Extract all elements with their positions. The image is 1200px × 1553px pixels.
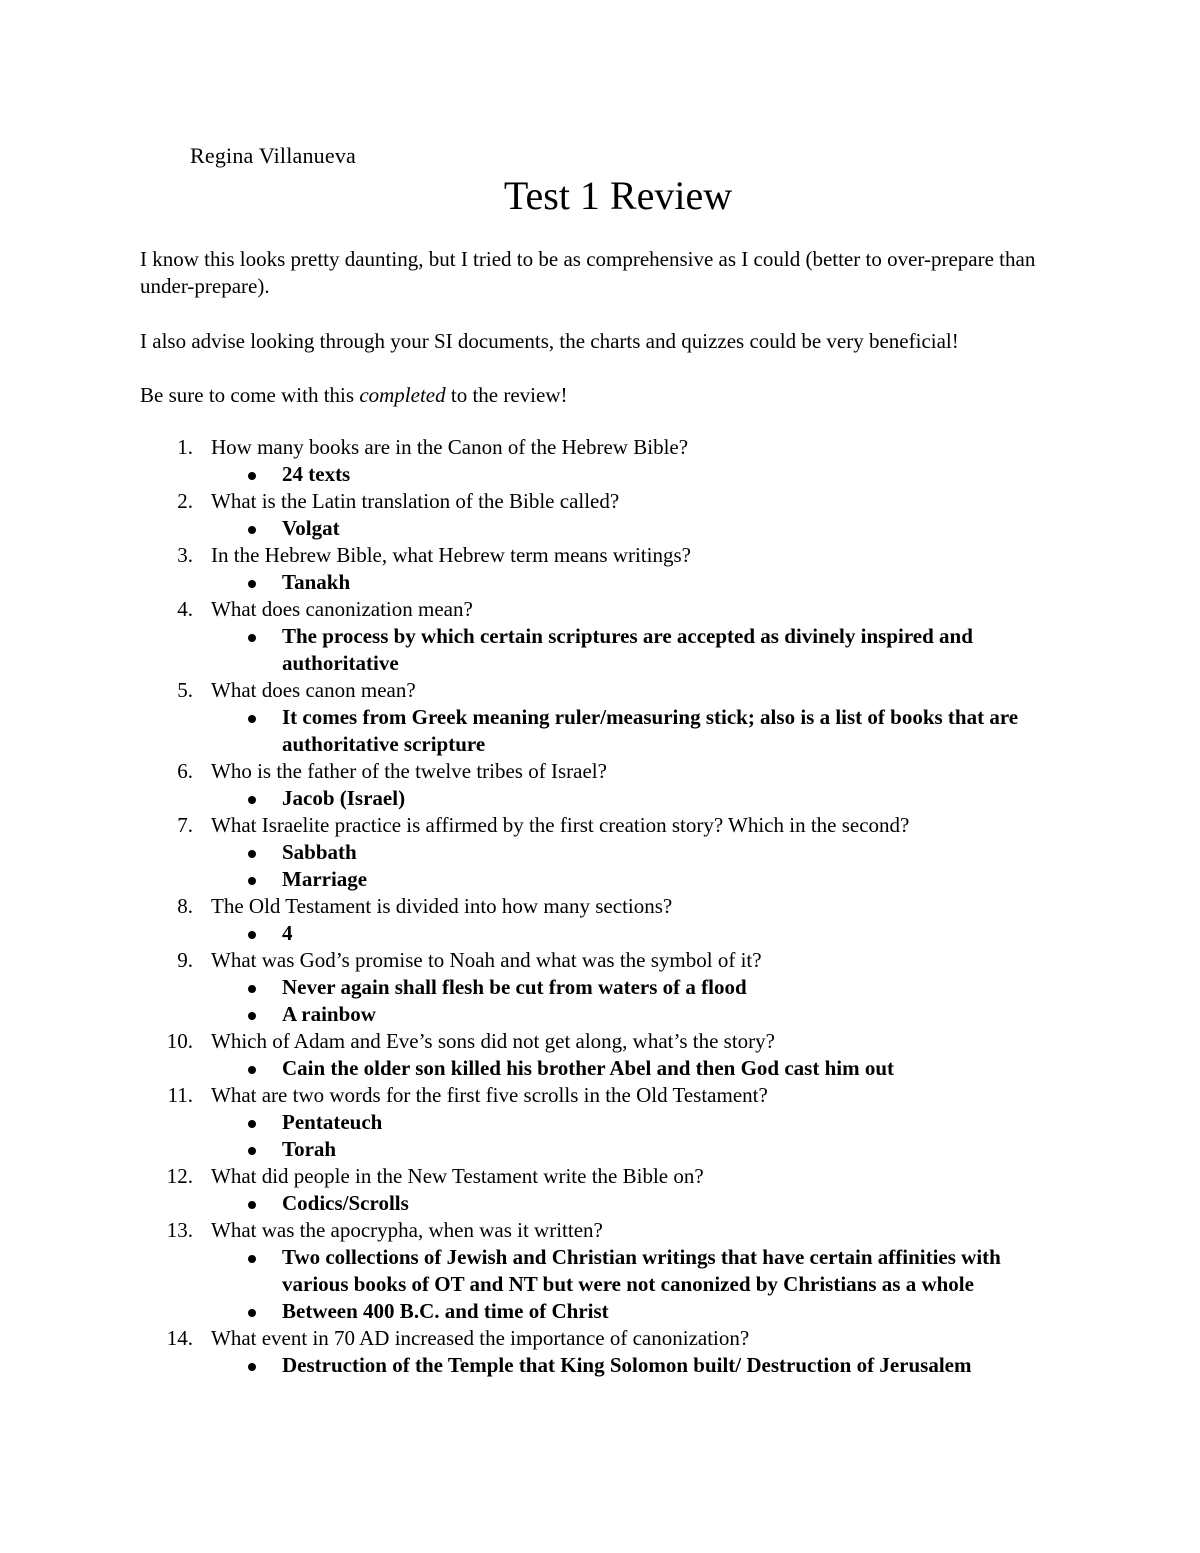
- bullet-icon: [248, 472, 256, 480]
- question-text: What does canon mean?: [211, 678, 416, 702]
- bullet-icon: [248, 1066, 256, 1074]
- question-item: [140, 488, 1070, 542]
- answer-text: Codics/Scrolls: [282, 1191, 409, 1215]
- question-row: [140, 434, 1070, 461]
- bullet-icon: [248, 1201, 256, 1209]
- question-text: What are two words for the first five scrolls in the Old Testament?: [211, 1083, 768, 1107]
- question-number: 7.: [177, 813, 193, 837]
- bullet-icon: [248, 1255, 256, 1263]
- question-list: [140, 434, 1070, 1379]
- intro-text: Be sure to come with this: [140, 383, 360, 407]
- question-row: [140, 758, 1070, 785]
- question-item: [140, 812, 1070, 893]
- question-text: What event in 70 AD increased the importance of canonization?: [211, 1326, 750, 1350]
- bullet-icon: [248, 526, 256, 534]
- bullet-icon: [248, 877, 256, 885]
- question-row: [140, 947, 1070, 974]
- answer-item: [140, 1001, 1070, 1028]
- answer-item: [140, 1298, 1070, 1325]
- bullet-icon: [248, 715, 256, 723]
- page-title: Test 1 Review: [503, 173, 733, 218]
- answer-text: 24 texts: [282, 462, 351, 486]
- answer-item: [140, 461, 1070, 488]
- intro-paragraph-2: I also advise looking through your SI documents, the charts and quizzes could be very beneficial!: [140, 329, 959, 353]
- answer-text: Marriage: [282, 867, 368, 891]
- answer-item: [140, 1055, 1070, 1082]
- answer-text: The process by which certain scriptures are accepted as divinely inspired and authoritative: [282, 624, 973, 675]
- question-row: [140, 812, 1070, 839]
- bullet-icon: [248, 850, 256, 858]
- answer-item: [140, 569, 1070, 596]
- answer-text: Never again shall flesh be cut from waters of a flood: [282, 975, 747, 999]
- question-text: What Israelite practice is affirmed by the first creation story? Which in the second?: [211, 813, 910, 837]
- answer-text: Pentateuch: [282, 1110, 383, 1134]
- bullet-icon: [248, 985, 256, 993]
- intro-emphasis: completed: [359, 383, 446, 407]
- question-text: What did people in the New Testament write the Bible on?: [211, 1164, 704, 1188]
- question-item: [140, 893, 1070, 947]
- question-item: [140, 1217, 1070, 1325]
- answer-text: 4: [282, 921, 293, 945]
- question-item: [140, 758, 1070, 812]
- question-item: [140, 596, 1070, 677]
- answer-item: [140, 623, 1070, 677]
- bullet-icon: [248, 580, 256, 588]
- question-item: [140, 434, 1070, 488]
- question-row: [140, 542, 1070, 569]
- question-text: In the Hebrew Bible, what Hebrew term means writings?: [211, 543, 691, 567]
- question-item: [140, 1325, 1070, 1379]
- answer-item: [140, 1109, 1070, 1136]
- question-number: 10.: [166, 1029, 193, 1053]
- question-number: 9.: [177, 948, 193, 972]
- question-row: [140, 596, 1070, 623]
- intro-paragraph-1: I know this looks pretty daunting, but I tried to be as comprehensive as I could (better to over-prepare than under-prepare).: [140, 247, 1036, 298]
- question-row: [140, 677, 1070, 704]
- question-item: [140, 1082, 1070, 1163]
- question-item: [140, 947, 1070, 1028]
- answer-item: [140, 1244, 1070, 1298]
- question-number: 4.: [177, 597, 193, 621]
- question-text: What is the Latin translation of the Bible called?: [211, 489, 620, 513]
- answer-text: Jacob (Israel): [282, 786, 406, 810]
- answer-text: Volgat: [282, 516, 340, 540]
- question-text: The Old Testament is divided into how many sections?: [211, 894, 673, 918]
- intro-text: to the review!: [445, 383, 568, 407]
- question-text: What was the apocrypha, when was it written?: [211, 1218, 603, 1242]
- bullet-icon: [248, 634, 256, 642]
- bullet-icon: [248, 1309, 256, 1317]
- answer-item: [140, 920, 1070, 947]
- bullet-icon: [248, 1120, 256, 1128]
- question-text: How many books are in the Canon of the Hebrew Bible?: [211, 435, 689, 459]
- answer-text: Sabbath: [282, 840, 357, 864]
- answer-item: [140, 839, 1070, 866]
- question-row: [140, 1325, 1070, 1352]
- question-row: [140, 488, 1070, 515]
- answer-item: [140, 974, 1070, 1001]
- answer-item: [140, 1190, 1070, 1217]
- answer-text: Between 400 B.C. and time of Christ: [282, 1299, 609, 1323]
- question-item: [140, 1028, 1070, 1082]
- question-row: [140, 1217, 1070, 1244]
- question-number: 3.: [177, 543, 193, 567]
- answer-text: Two collections of Jewish and Christian writings that have certain affinities with various books of OT and NT but were not canonized by Christians as a whole: [282, 1245, 1001, 1296]
- answer-item: [140, 704, 1070, 758]
- answer-item: [140, 1352, 1070, 1379]
- question-text: What was God’s promise to Noah and what was the symbol of it?: [211, 948, 762, 972]
- answer-text: Torah: [282, 1137, 337, 1161]
- answer-item: [140, 785, 1070, 812]
- answer-item: [140, 515, 1070, 542]
- intro-paragraph-3: [140, 382, 1040, 409]
- question-row: [140, 893, 1070, 920]
- question-item: [140, 1163, 1070, 1217]
- question-number: 12.: [166, 1164, 193, 1188]
- question-text: Which of Adam and Eve’s sons did not get along, what’s the story?: [211, 1029, 775, 1053]
- question-text: Who is the father of the twelve tribes of Israel?: [211, 759, 607, 783]
- question-number: 1.: [177, 435, 193, 459]
- bullet-icon: [248, 1147, 256, 1155]
- question-number: 5.: [177, 678, 193, 702]
- question-number: 14.: [166, 1326, 193, 1350]
- question-row: [140, 1028, 1070, 1055]
- question-number: 8.: [177, 894, 193, 918]
- bullet-icon: [248, 796, 256, 804]
- question-row: [140, 1082, 1070, 1109]
- question-text: What does canonization mean?: [211, 597, 473, 621]
- answer-text: Cain the older son killed his brother Abel and then God cast him out: [282, 1056, 895, 1080]
- answer-item: [140, 1136, 1070, 1163]
- answer-text: Destruction of the Temple that King Solomon built/ Destruction of Jerusalem: [282, 1353, 972, 1377]
- question-number: 11.: [167, 1083, 193, 1107]
- answer-text: A rainbow: [282, 1002, 376, 1026]
- bullet-icon: [248, 931, 256, 939]
- answer-text: It comes from Greek meaning ruler/measuring stick; also is a list of books that are authoritative scripture: [282, 705, 1019, 756]
- question-number: 13.: [166, 1218, 193, 1242]
- question-number: 2.: [177, 489, 193, 513]
- question-item: [140, 542, 1070, 596]
- author-name: Regina Villanueva: [190, 143, 357, 168]
- answer-item: [140, 866, 1070, 893]
- question-number: 6.: [177, 759, 193, 783]
- question-item: [140, 677, 1070, 758]
- bullet-icon: [248, 1363, 256, 1371]
- bullet-icon: [248, 1012, 256, 1020]
- answer-text: Tanakh: [282, 570, 351, 594]
- question-row: [140, 1163, 1070, 1190]
